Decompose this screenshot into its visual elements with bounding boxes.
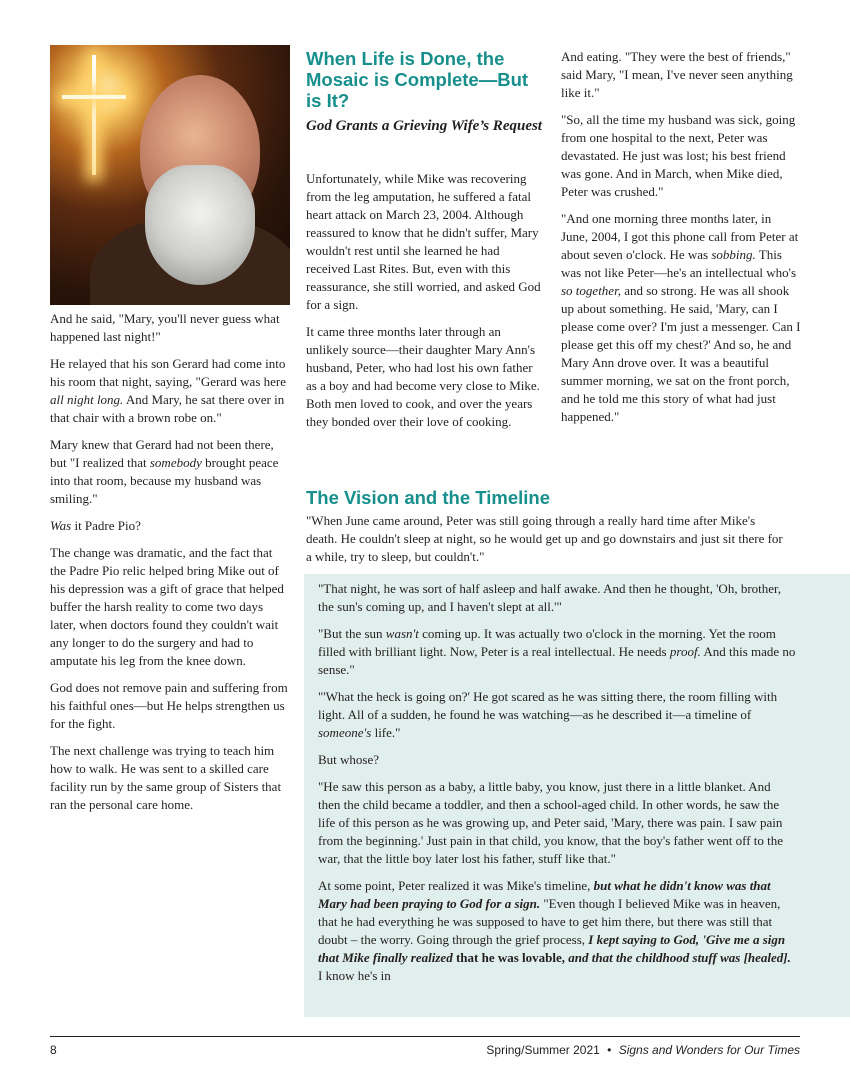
paragraph: "And one morning three months later, in June, 2004, I got this phone call from Peter at about seven o'clock. He was sobbing. This was not like Peter—he's an intellectual who's so together, and so strong. He was all shook up about something. He said, 'Mary, can I please come over? I'm just a messenger. Can I please get this off my chest?' And so, he and Mary Ann drove over. It was a beautiful summer morning, we sat on the front porch, and he told me this story of what had just happened." [561, 211, 801, 424]
paragraph: But whose? [318, 752, 380, 767]
paragraph: "So, all the time my husband was sick, going from one hospital to the next, Peter was devastated. He just was lost; his best friend was gone. And in March, when Mike died, Peter was crushed." [561, 112, 796, 199]
column-middle [306, 170, 546, 440]
publication-title: Signs and Wonders for Our Times [618, 1043, 800, 1057]
paragraph: God does not remove pain and suffering from his faithful ones—but He helps strengthen us for the fight. [50, 680, 288, 731]
paragraph: The next challenge was trying to teach him how to walk. He was sent to a skilled care facility run by the same group of Sisters that ran the personal care home. [50, 743, 282, 812]
footer-divider [50, 1036, 800, 1037]
footer-publication [486, 1043, 800, 1057]
column-left [50, 310, 290, 823]
cross-light [92, 55, 96, 175]
column-right [561, 48, 801, 435]
paragraph: It came three months later through an unlikely source—their daughter Mary Ann's husband, Peter, who had lost his own father as a boy and had become very close to Mike. Both men loved to cook, and over the years they bonded over their love of cooking. [306, 324, 540, 429]
section-heading: The Vision and the Timeline [306, 487, 550, 508]
paragraph: "When June came around, Peter was still going through a really hard time after Mike's death. He couldn't sleep at night, so he would get up and go downstairs and just sit there for a while, try to sleep, but couldn't." [306, 513, 783, 564]
paragraph: "He saw this person as a baby, a little baby, you know, just there in a little blanket. And then the child became a toddler, and then a school-aged child. In other words, he saw the life of this person as he was growing up, and Peter said, 'Mary, there was pain. I saw pain from the beginning.' Just pain in that child, you know, that the boy's father went off to the war, that the little boy later lost his father, stuff like that." [318, 779, 784, 866]
paragraph: At some point, Peter realized it was Mike's timeline, but what he didn't know was that Mary had been praying to God for a sign. "Even though I believed Mike was in heaven, that he had everything he was supposed to have to get him there, but there was still that doubt – the worry. Going through the grief process, I kept saying to God, 'Give me a sign that Mike finally realized that he was lovable, and that the childhood stuff was [healed]. I know he's in [318, 878, 791, 983]
quote-sidebar [304, 574, 850, 1017]
paragraph: And he said, "Mary, you'll never guess what happened last night!" [50, 311, 280, 344]
article-heading: When Life is Done, the Mosaic is Complete—But is It? [306, 48, 529, 111]
paragraph: He relayed that his son Gerard had come into his room that night, saying, "Gerard was here all night long. And Mary, he sat there over in that chair with a brown robe on." [50, 356, 286, 425]
page-number: 8 [50, 1043, 57, 1057]
paragraph: The change was dramatic, and the fact that the Padre Pio relic helped bring Mike out of his depression was a gift of grace that helped buffer the harsh reality to come two days later, when doctors found they couldn't wait any longer to do the surgery and had to amputate his leg from the knee down. [50, 545, 284, 668]
sidebar-text [318, 580, 796, 994]
paragraph: And eating. "They were the best of friends," said Mary, "I mean, I've never seen anything like it." [561, 49, 793, 100]
bullet-separator: • [607, 1043, 612, 1057]
padre-pio-photo [50, 45, 290, 305]
paragraph: "'What the heck is going on?' He got scared as he was sitting there, the room filling with light. All of a sudden, he found he was watching—as he described it—a timeline of someone's life." [318, 689, 778, 740]
paragraph: "But the sun wasn't coming up. It was actually two o'clock in the morning. Yet the room filled with brilliant light. Now, Peter is a real intellectual. He needs proof. And this made no sense." [318, 626, 796, 677]
issue-label: Spring/Summer 2021 [486, 1043, 600, 1057]
article-subheading: God Grants a Grieving Wife’s Request [306, 118, 542, 134]
paragraph: Mary knew that Gerard had not been there, but "I realized that somebody brought peace into that room, because my husband was smiling." [50, 437, 279, 506]
paragraph: Was it Padre Pio? [50, 518, 141, 533]
paragraph: Unfortunately, while Mike was recovering from the leg amputation, he suffered a fatal heart attack on March 23, 2004. Although reassured to know that he didn't suffer, Mary wouldn't rest until she learned he had received Last Rites. But, even with this reassurance, she still worried, and asked God for a sign. [306, 171, 541, 312]
paragraph: "That night, he was sort of half asleep and half awake. And then he thought, 'Oh, brother, the sun's coming up, and I haven't slept at all.'" [318, 581, 782, 614]
section-intro [306, 512, 786, 566]
cross-light-bar [62, 95, 126, 99]
beard [145, 165, 255, 285]
